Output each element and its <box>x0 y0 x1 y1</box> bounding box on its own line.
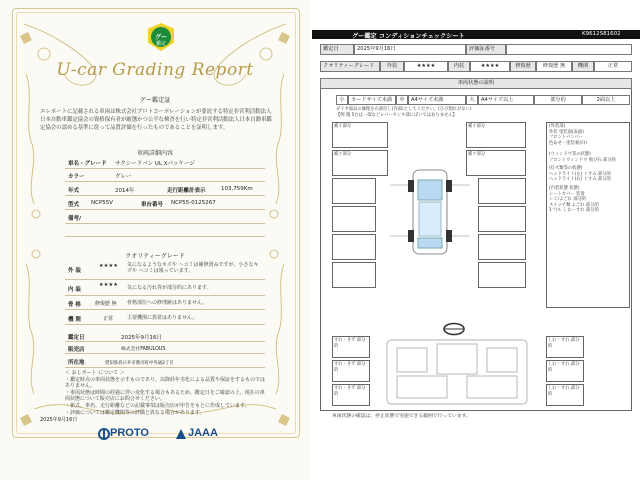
legend-note-2: 【例 傷 5台は一部などレバーセンタ部にぼいてはありません】 <box>336 113 457 118</box>
interior-stars: ★★★★ <box>99 282 119 288</box>
row-color <box>65 170 265 182</box>
remarks-label: 備考/ <box>68 216 82 222</box>
badge-line1: グー <box>154 34 167 41</box>
chassis-value: NCP55-0125267 <box>171 200 216 206</box>
report-title: U-car Grading Report <box>56 60 254 80</box>
panel-label-2: 補ぐ部分 <box>334 152 352 157</box>
row-engine <box>65 312 265 325</box>
size-mid-desc: A4サイズ未満 <box>408 95 466 105</box>
size-small: 小 <box>336 95 348 105</box>
address-value: 愛知県春日井市勝川町中央通2丁目 <box>105 361 174 366</box>
panel-box-9 <box>478 178 526 204</box>
exterior-label-cell: 外装 <box>380 61 404 72</box>
name-grade-label: 車名・グレード <box>68 161 107 167</box>
jaaa-logo-text: JAAA <box>188 427 218 439</box>
date-value-cell: 2025年9月16日 <box>354 44 466 55</box>
color-label: カラー <box>68 174 85 180</box>
seller-value: 株式会社FABULOUS <box>121 347 166 352</box>
notes-title: ＜ おしポート について ＞ <box>65 370 125 376</box>
name-grade-value: サクシードバン UL Xパッケージ <box>115 161 195 167</box>
note-2: ・車両状態は時間の経過に伴い変化する場合もあるため、鑑定日をご確認の上、現在の車両状態について販売店にお問合せください。 <box>65 390 265 403</box>
engine-value-cell: 正常 <box>594 61 632 72</box>
seat-box-4 <box>546 336 584 358</box>
side-note-top-4: 色あせ・塗装剥がれ <box>549 140 588 146</box>
exterior-stars: ★★★★ <box>99 263 119 269</box>
seat-box-6 <box>546 384 584 406</box>
row-name-grade <box>65 157 265 169</box>
date-label-cell: 鑑定日 <box>320 44 354 55</box>
report-label-cell: 評価証番号 <box>466 44 506 55</box>
interior-stars-cell: ★★★★ <box>470 61 510 72</box>
bottom-date: 2025年9月16日 <box>40 417 78 423</box>
repair-value: 修復歴 無 <box>95 301 117 307</box>
panel-box-12 <box>478 262 526 288</box>
side-note-mid-1: (ウィンドウ等の状態) <box>549 152 591 157</box>
lower-right-label-2: しわ・すれ 部分的 <box>548 362 580 373</box>
mileage-label: 走行距離計表示 <box>167 188 206 194</box>
exterior-label: 外 装 <box>68 268 81 274</box>
side-note-int-3: シミ/よごれ 部分的 <box>549 197 587 203</box>
interior-label: 内 装 <box>68 287 81 293</box>
steering-wheel-icon <box>442 322 466 336</box>
size-small-desc: カードサイズ未満 <box>348 95 396 105</box>
row-year-mileage <box>65 184 265 196</box>
side-note-top-2: 外装 塗装面(表面) <box>549 129 584 135</box>
badge-line2: 鑑定 <box>155 41 166 47</box>
lower-right-label-3: しわ・すれ 部分的 <box>548 386 580 397</box>
address-label: 所在地 <box>68 360 85 366</box>
panel-box-7 <box>466 122 526 148</box>
exterior-stars-cell: ★★★★ <box>404 61 448 72</box>
side-note-int-1: (内装状態 状態) <box>549 186 580 191</box>
grade-label-cell: クオリティーグレード <box>320 61 380 72</box>
repair-text: 骨格部位への修理跡はありません。 <box>127 300 208 306</box>
size-large-desc: A4サイズ以上 <box>478 95 534 105</box>
row-exterior <box>65 261 265 280</box>
proto-logo-icon <box>98 428 110 440</box>
chassis-label: 車台番号 <box>141 202 164 208</box>
panel-box-3 <box>332 178 376 204</box>
report-value-cell <box>506 44 632 55</box>
lower-right-label-1: しわ・すれ 部分的 <box>548 338 580 349</box>
row-remarks <box>65 212 265 224</box>
lower-left-label-1: すれ・きず 部分的 <box>334 338 366 349</box>
panel-box-11 <box>478 234 526 260</box>
seat-box-3 <box>332 384 370 406</box>
side-notes-window <box>549 152 629 163</box>
year-value: 2014年 <box>115 188 135 194</box>
panel-box-5 <box>332 234 376 260</box>
side-note-mid-2: フロントウィンドウ 飛び石 部分的 <box>549 157 616 163</box>
lower-left-label-2: すれ・きず 部分的 <box>334 362 366 373</box>
panel-box-10 <box>478 206 526 232</box>
interior-text: 気になる汚れ等が部分的にあります。 <box>127 285 212 291</box>
repair-value-cell: 修復歴 無 <box>536 61 572 72</box>
certificate-intro: エレポートに記載される車両は株式会社プロトコーポレーションが委託する特定非営利活動法人日本自動車鑑定協会の資格保有者が厳選かつ公平な検査を行い特定非営利活動法人日本自動車鑑定協会の認める基準に従って品質評価を行ったものであることを証明します。 <box>40 109 272 132</box>
row-model-chassis <box>65 198 265 210</box>
note-3: ・新式、車名、走行距離などの記載事項は販売店が申告をもとに作成しています。 <box>65 403 250 409</box>
lower-left-label-3: すれ・きず 部分的 <box>334 386 366 397</box>
sheet-footer: 車両状態の確認は、停止状態で実施できる範囲で行っています。 <box>332 414 471 419</box>
row-seller <box>65 343 265 354</box>
interior-label-cell: 内装 <box>448 61 470 72</box>
repair-label: 骨 格 <box>68 302 81 308</box>
panel-label-3: 補ぐ部分 <box>468 124 486 129</box>
note-4: ・評価については鑑定機関等の評価と異なる場合があります。 <box>65 410 205 416</box>
side-note-int-2: シートカバー 装着 <box>549 191 585 197</box>
repair-label-cell: 修復歴 <box>510 61 536 72</box>
panel-box-4 <box>332 206 376 232</box>
color-value: グレー <box>115 174 132 180</box>
row-interior <box>65 281 265 296</box>
row-address <box>65 355 265 368</box>
side-note-light-3: ヘッドライト(右) くすみ 部分的 <box>549 177 611 183</box>
side-note-int-4: スイッチ類 よごれ 部分的 <box>549 202 599 208</box>
engine-label-cell: 機関 <box>572 61 594 72</box>
size-large: 大 <box>466 95 478 105</box>
exterior-text: 気になるようなキズや ヘコミは補修済みですが、小さなキズや ヘコミは残っています。 <box>127 262 259 275</box>
jaaa-logo-icon <box>175 428 187 440</box>
side-note-top-1: (外装部) <box>549 124 566 129</box>
interior-diagram-icon <box>382 338 532 408</box>
mileage-value: 103,759Km <box>221 186 253 192</box>
condition-check-sheet <box>312 0 640 480</box>
grading-certificate <box>0 0 310 480</box>
panel-box-6 <box>332 262 376 288</box>
sheet-header: グー鑑定 コンディションチェックシート <box>352 33 465 40</box>
doc-number: K9612S81602 <box>582 31 621 37</box>
condition-title: 車両状態の説明 <box>320 78 632 89</box>
seat-box-1 <box>332 336 370 358</box>
legend-note-1: ダイヤ部品の修理を右部位し(作部)としてください。(ひび割れがない) <box>336 107 472 112</box>
quality-grade-title: クオリティーグレード <box>125 253 185 260</box>
seller-label: 販売店 <box>68 347 85 353</box>
row-frame <box>65 297 265 310</box>
engine-text: 主要機関に異常はありません。 <box>127 315 198 321</box>
vehicle-section-title: 車両詳細内容 <box>136 150 173 157</box>
side-notes-box <box>546 122 630 308</box>
scratch-multiple: 2面以上 <box>582 95 630 105</box>
side-notes-interior <box>549 186 629 214</box>
model-label: 型式 <box>68 202 80 208</box>
panel-box-1 <box>332 122 388 148</box>
seat-box-2 <box>332 360 370 382</box>
row-date <box>65 331 265 342</box>
size-mid: 中 <box>396 95 408 105</box>
side-notes-top <box>549 124 629 146</box>
date-label: 鑑定日 <box>68 335 85 341</box>
proto-logo-text: PROTO <box>110 427 149 439</box>
side-note-light-2: ヘッドライト(左) くすみ 部分的 <box>549 171 611 177</box>
panel-label-4: 補ぐ部分 <box>468 152 486 157</box>
date-value: 2025年9月16日 <box>121 335 162 341</box>
side-note-int-5: 1フ/ル しわ・すれ 部分的 <box>549 208 599 214</box>
note-1: ・鑑定時点の車両状態を示すものであり、以降経年劣化による品質や保証をするものではありません。 <box>65 377 266 390</box>
seat-box-5 <box>546 360 584 382</box>
scratch-partial: 部分的 <box>534 95 582 105</box>
engine-label: 機 関 <box>68 317 81 323</box>
panel-label-1: 補ぐ部分 <box>334 124 352 129</box>
model-value: NCP55V <box>91 200 114 206</box>
year-label: 年式 <box>68 188 80 194</box>
certificate-subtitle: グー鑑定証 <box>139 97 171 104</box>
car-top-view-icon <box>380 150 480 270</box>
side-note-top-3: フロントバンパー <box>549 135 583 141</box>
engine-value: 正常 <box>103 316 114 322</box>
side-note-light-1: (灯火類等の状態) <box>549 166 583 171</box>
side-notes-lights <box>549 166 629 183</box>
row-blank <box>65 226 265 237</box>
